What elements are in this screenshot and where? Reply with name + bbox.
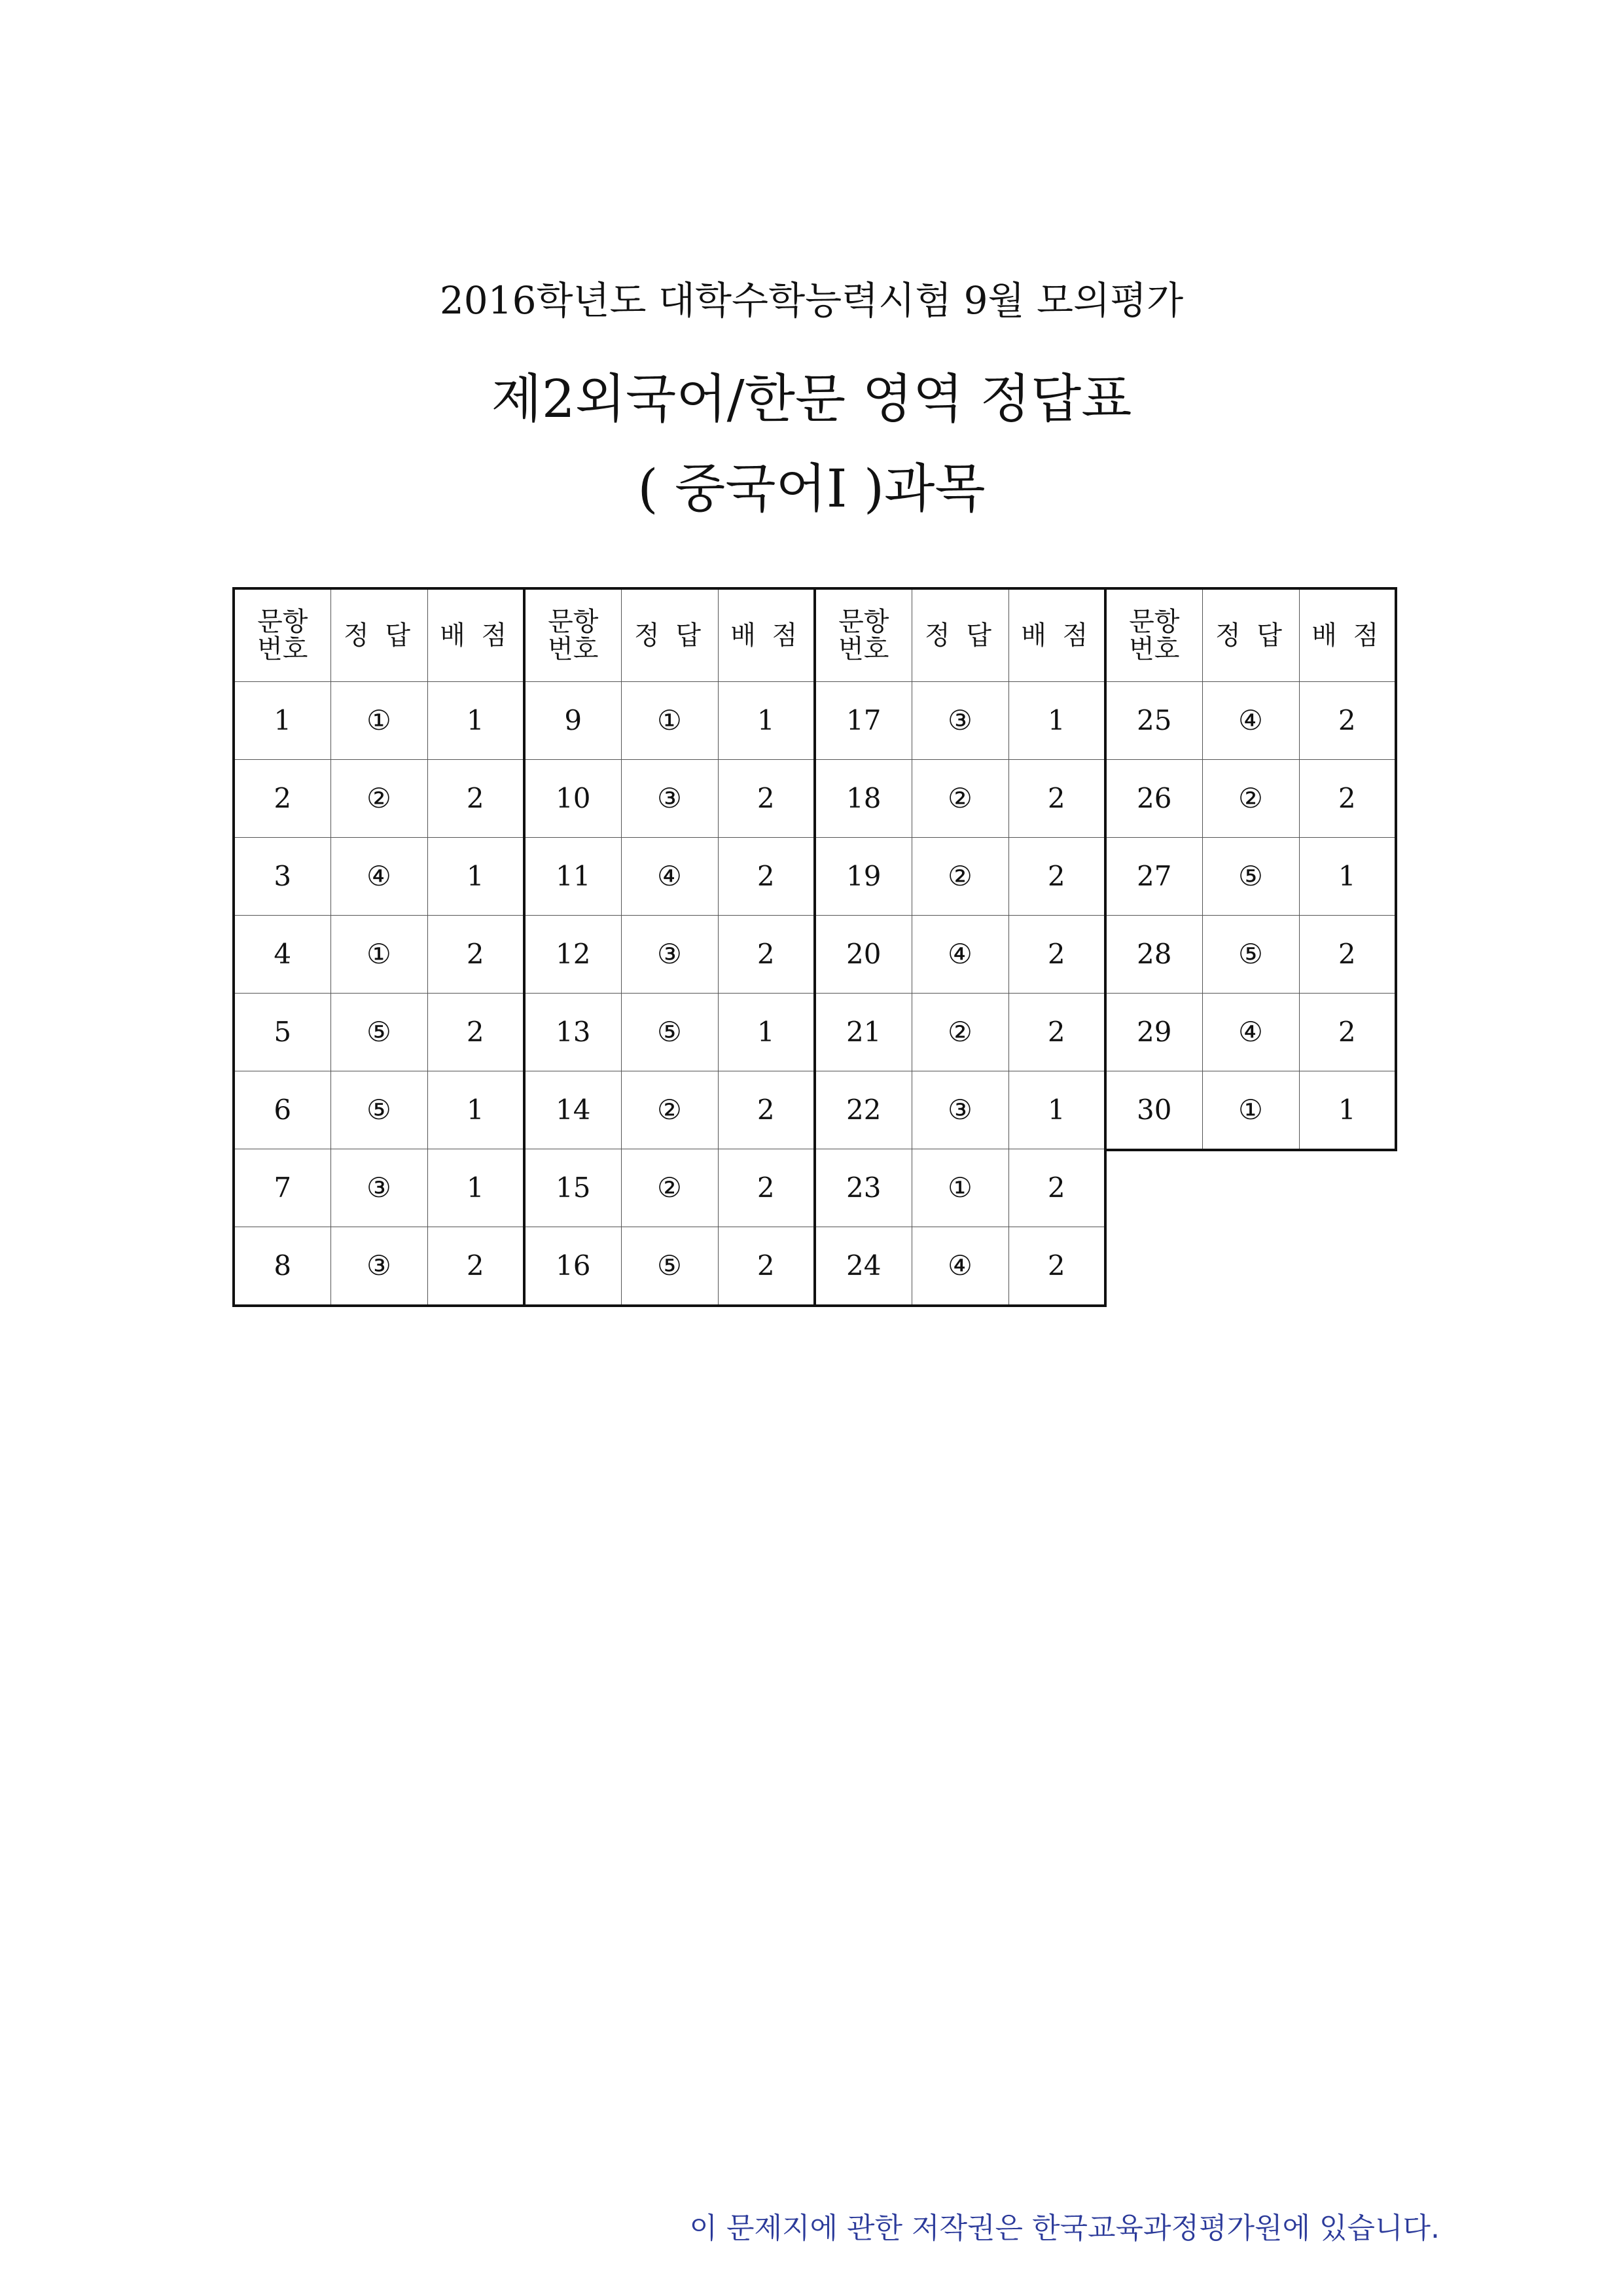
header-answer: 정 답 xyxy=(912,588,1008,682)
table-row xyxy=(1105,916,1396,994)
points-cell: 2 xyxy=(1008,916,1105,994)
table-row xyxy=(1105,682,1396,760)
answer-cell: ③ xyxy=(621,760,718,838)
answer-cell: ③ xyxy=(330,1227,427,1306)
answer-cell: ① xyxy=(621,682,718,760)
question-number-cell: 6 xyxy=(234,1071,330,1149)
table-row xyxy=(524,1149,815,1227)
answer-cell: ① xyxy=(330,916,427,994)
points-cell: 2 xyxy=(1299,682,1396,760)
table-row xyxy=(1105,838,1396,916)
answer-cell: ④ xyxy=(912,1227,1008,1306)
question-number-cell: 18 xyxy=(815,760,912,838)
question-number-cell: 14 xyxy=(524,1071,621,1149)
header-points: 배 점 xyxy=(718,588,815,682)
points-cell: 1 xyxy=(427,682,524,760)
question-number-cell: 2 xyxy=(234,760,330,838)
question-number-cell: 16 xyxy=(524,1227,621,1306)
table-row xyxy=(1105,760,1396,838)
answer-cell: ② xyxy=(1202,760,1299,838)
header-points: 배 점 xyxy=(1299,588,1396,682)
table-row xyxy=(234,994,524,1071)
answer-sheet-title: 제2외국어/한문 영역 정답표 xyxy=(491,368,1132,429)
answer-table-block-1 xyxy=(232,587,526,1307)
question-number-cell: 3 xyxy=(234,838,330,916)
header-answer: 정 답 xyxy=(330,588,427,682)
question-number-cell: 5 xyxy=(234,994,330,1071)
answer-cell: ④ xyxy=(1202,994,1299,1071)
points-cell: 2 xyxy=(718,1227,815,1306)
header-question-number xyxy=(524,588,621,682)
points-cell: 1 xyxy=(718,682,815,760)
question-number-cell: 1 xyxy=(234,682,330,760)
question-number-cell: 25 xyxy=(1105,682,1202,760)
header-question-label-bottom: 번호 xyxy=(838,634,889,664)
answer-cell: ⑤ xyxy=(621,1227,718,1306)
question-number-cell: 21 xyxy=(815,994,912,1071)
table-row xyxy=(524,916,815,994)
question-number-cell: 10 xyxy=(524,760,621,838)
question-number-cell: 9 xyxy=(524,682,621,760)
answer-cell: ② xyxy=(912,838,1008,916)
points-cell: 2 xyxy=(1008,760,1105,838)
header-question-label-bottom: 번호 xyxy=(548,634,599,664)
header-question-number-label xyxy=(838,608,889,663)
table-row xyxy=(524,682,815,760)
answer-cell: ③ xyxy=(621,916,718,994)
table-row xyxy=(815,682,1105,760)
table-header-row xyxy=(234,588,524,682)
points-cell: 1 xyxy=(718,994,815,1071)
answer-cell: ⑤ xyxy=(330,994,427,1071)
points-cell: 2 xyxy=(718,916,815,994)
question-number-cell: 29 xyxy=(1105,994,1202,1071)
header-question-number xyxy=(234,588,330,682)
table-row xyxy=(815,1149,1105,1227)
points-cell: 2 xyxy=(1299,994,1396,1071)
answer-cell: ① xyxy=(1202,1071,1299,1151)
header-question-number-label xyxy=(548,608,598,663)
subject-title: ( 중국어Ⅰ )과목 xyxy=(637,458,986,519)
points-cell: 1 xyxy=(427,1149,524,1227)
question-number-cell: 12 xyxy=(524,916,621,994)
table-header-row xyxy=(1105,588,1396,682)
header-question-label-top: 문항 xyxy=(1129,606,1180,637)
answer-cell: ② xyxy=(621,1071,718,1149)
table-row xyxy=(524,760,815,838)
points-cell: 1 xyxy=(1299,838,1396,916)
table-row xyxy=(234,838,524,916)
question-number-cell: 24 xyxy=(815,1227,912,1306)
header-question-number-label xyxy=(257,608,308,663)
question-number-cell: 19 xyxy=(815,838,912,916)
points-cell: 2 xyxy=(718,1149,815,1227)
question-number-cell: 30 xyxy=(1105,1071,1202,1151)
table-row xyxy=(234,682,524,760)
table-row xyxy=(234,1227,524,1306)
points-cell: 2 xyxy=(427,1227,524,1306)
header-question-label-top: 문항 xyxy=(257,606,308,637)
table-header-row xyxy=(524,588,815,682)
answer-cell: ③ xyxy=(330,1149,427,1227)
points-cell: 2 xyxy=(427,994,524,1071)
points-cell: 1 xyxy=(1008,682,1105,760)
question-number-cell: 26 xyxy=(1105,760,1202,838)
exam-title: 2016학년도 대학수학능력시험 9월 모의평가 xyxy=(439,278,1184,323)
table-row xyxy=(815,916,1105,994)
table-row xyxy=(815,838,1105,916)
table-row xyxy=(234,760,524,838)
answer-cell: ① xyxy=(330,682,427,760)
points-cell: 2 xyxy=(718,760,815,838)
answer-cell: ② xyxy=(912,760,1008,838)
answer-cell: ① xyxy=(912,1149,1008,1227)
answer-cell: ② xyxy=(912,994,1008,1071)
header-question-label-bottom: 번호 xyxy=(1129,634,1180,664)
points-cell: 2 xyxy=(1299,760,1396,838)
question-number-cell: 23 xyxy=(815,1149,912,1227)
table-row xyxy=(815,994,1105,1071)
header-answer: 정 답 xyxy=(1202,588,1299,682)
table-row xyxy=(234,1149,524,1227)
answer-cell: ③ xyxy=(912,1071,1008,1149)
points-cell: 2 xyxy=(1008,838,1105,916)
answer-table-block-4 xyxy=(1104,587,1397,1151)
question-number-cell: 17 xyxy=(815,682,912,760)
points-cell: 2 xyxy=(1008,1149,1105,1227)
table-header-row xyxy=(815,588,1105,682)
points-cell: 2 xyxy=(1299,916,1396,994)
answer-cell: ④ xyxy=(1202,682,1299,760)
answer-cell: ③ xyxy=(912,682,1008,760)
points-cell: 2 xyxy=(427,916,524,994)
question-number-cell: 22 xyxy=(815,1071,912,1149)
table-row xyxy=(524,1071,815,1149)
header-points: 배 점 xyxy=(1008,588,1105,682)
points-cell: 2 xyxy=(1008,1227,1105,1306)
table-row xyxy=(234,916,524,994)
header-points: 배 점 xyxy=(427,588,524,682)
answer-cell: ⑤ xyxy=(621,994,718,1071)
question-number-cell: 11 xyxy=(524,838,621,916)
answer-cell: ④ xyxy=(621,838,718,916)
points-cell: 1 xyxy=(1008,1071,1105,1149)
header-question-number-label xyxy=(1129,608,1179,663)
question-number-cell: 8 xyxy=(234,1227,330,1306)
points-cell: 2 xyxy=(718,1071,815,1149)
table-row xyxy=(1105,1071,1396,1151)
header-question-number xyxy=(815,588,912,682)
question-number-cell: 20 xyxy=(815,916,912,994)
points-cell: 2 xyxy=(1008,994,1105,1071)
question-number-cell: 7 xyxy=(234,1149,330,1227)
answer-cell: ② xyxy=(621,1149,718,1227)
question-number-cell: 4 xyxy=(234,916,330,994)
question-number-cell: 13 xyxy=(524,994,621,1071)
table-row xyxy=(234,1071,524,1149)
answer-table-block-2 xyxy=(523,587,816,1307)
points-cell: 2 xyxy=(427,760,524,838)
header-question-label-top: 문항 xyxy=(838,606,889,637)
table-row xyxy=(524,1227,815,1306)
table-row xyxy=(524,994,815,1071)
answer-cell: ④ xyxy=(912,916,1008,994)
answer-cell: ⑤ xyxy=(1202,838,1299,916)
header-answer: 정 답 xyxy=(621,588,718,682)
table-row xyxy=(815,760,1105,838)
table-row xyxy=(524,838,815,916)
copyright-notice: 이 문제지에 관한 저작권은 한국교육과정평가원에 있습니다. xyxy=(689,2212,1440,2245)
points-cell: 2 xyxy=(718,838,815,916)
table-row xyxy=(1105,994,1396,1071)
header-question-label-top: 문항 xyxy=(548,606,599,637)
points-cell: 1 xyxy=(427,1071,524,1149)
table-row xyxy=(815,1227,1105,1306)
question-number-cell: 27 xyxy=(1105,838,1202,916)
points-cell: 1 xyxy=(427,838,524,916)
header-question-label-bottom: 번호 xyxy=(257,634,308,664)
answer-cell: ⑤ xyxy=(330,1071,427,1149)
answer-cell: ⑤ xyxy=(1202,916,1299,994)
header-question-number xyxy=(1105,588,1202,682)
question-number-cell: 28 xyxy=(1105,916,1202,994)
points-cell: 1 xyxy=(1299,1071,1396,1151)
table-row xyxy=(815,1071,1105,1149)
question-number-cell: 15 xyxy=(524,1149,621,1227)
answer-cell: ② xyxy=(330,760,427,838)
answer-table-block-3 xyxy=(813,587,1107,1307)
answer-cell: ④ xyxy=(330,838,427,916)
